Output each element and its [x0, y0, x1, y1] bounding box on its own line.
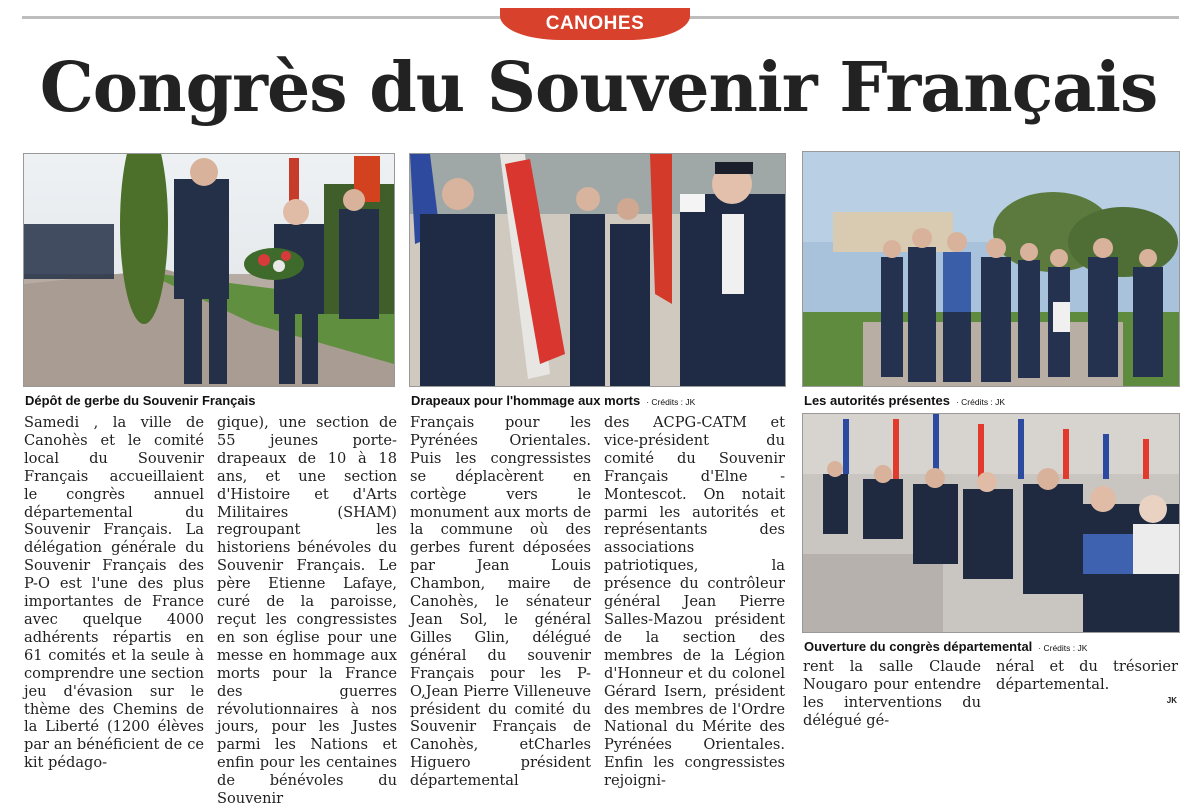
caption-credit: · Crédits : JK [1038, 643, 1088, 653]
article-column-4 [604, 414, 785, 790]
article-paragraph: des ACPG-CATM et vice-président du comité du Souvenir Français d'Elne - Montescot. On notait parmi les autorités et représentants des associations patriotiques, la présence du contrôleur général Jean Pierre Salles-Mazou président de la section des membres de la Légion d'Honneur et du colonel Gérard Isern, président des membres de l'Ordre National du Mérite des Pyrénées Orientales. Enfin les congressistes rejoigni- [604, 414, 785, 790]
caption-authorities [804, 393, 1005, 408]
caption-text: Les autorités présentes [804, 393, 950, 408]
caption-congress-opening [804, 639, 1087, 654]
caption-flags [411, 393, 695, 408]
photo-congress-opening [802, 413, 1180, 633]
caption-credit: · Crédits : JK [646, 397, 696, 407]
article-paragraph: gique), une section de 55 jeunes porte-drapeaux de 10 à 18 ans, et une section d'Histoire et d'Arts Militaires (SHAM) regroupant les historiens bénévoles du Souvenir Français. Le père Etienne Lafaye, curé de la paroisse, reçut les congressistes en son église pour une messe en hommage aux morts pour la France des guerres révolutionnaires à nos jours, pour les Justes parmi les Nations et enfin pour les centaines de bénévoles du Souvenir [217, 414, 397, 808]
caption-text: Dépôt de gerbe du Souvenir Français [25, 393, 256, 408]
article-column-6 [996, 658, 1178, 694]
footer-mark: JK [1166, 696, 1177, 705]
article-paragraph: Samedi , la ville de Canohès et le comité local du Souvenir Français accueillaient le congrès annuel départemental du Souvenir Français. La délégation générale du Souvenir Français des P-O est l'une des plus importantes de France avec quelque 4000 adhérents répartis en 61 comités et la seule à comprendre une section jeu d'évasion sur le thème des Chemins de la Liberté (1200 élèves par an bénéficient de ce kit pédago- [24, 414, 204, 772]
flags-image [410, 154, 785, 386]
caption-credit: · Crédits : JK [955, 397, 1006, 407]
authorities-image [803, 152, 1179, 386]
section-tag: CANOHES [500, 8, 690, 40]
caption-wreath-laying [25, 393, 255, 408]
article-column-1 [24, 414, 204, 772]
article-column-2 [217, 414, 397, 808]
caption-text: Drapeaux pour l'hommage aux morts [411, 393, 641, 408]
article-column-5 [803, 658, 981, 730]
article-paragraph: Français pour les Pyrénées Orientales. Puis les congressistes se déplacèrent en cortège vers le monument aux morts de la commune où des gerbes furent déposées par Jean Louis Chambon, maire de Canohès, le sénateur Jean Sol, le général Gilles Glin, délégué général du souvenir Français pour les P-O,Jean Pierre Villeneuve président du comité du Souvenir Français de Canohès, etCharles Higuero président départemental [410, 414, 591, 790]
congress-opening-image [803, 414, 1179, 632]
photo-wreath-laying [23, 153, 395, 387]
photo-authorities [802, 151, 1180, 387]
article-column-3 [410, 414, 591, 790]
caption-text: Ouverture du congrès départemental [804, 639, 1033, 654]
article-paragraph: rent la salle Claude Nougaro pour entendre les interventions du délégué gé- [803, 658, 981, 729]
wreath-laying-image [24, 154, 394, 386]
photo-flags [409, 153, 786, 387]
article-paragraph: néral et du trésorier départemental. [996, 658, 1178, 693]
headline: Congrès du Souvenir Français [39, 48, 1158, 128]
